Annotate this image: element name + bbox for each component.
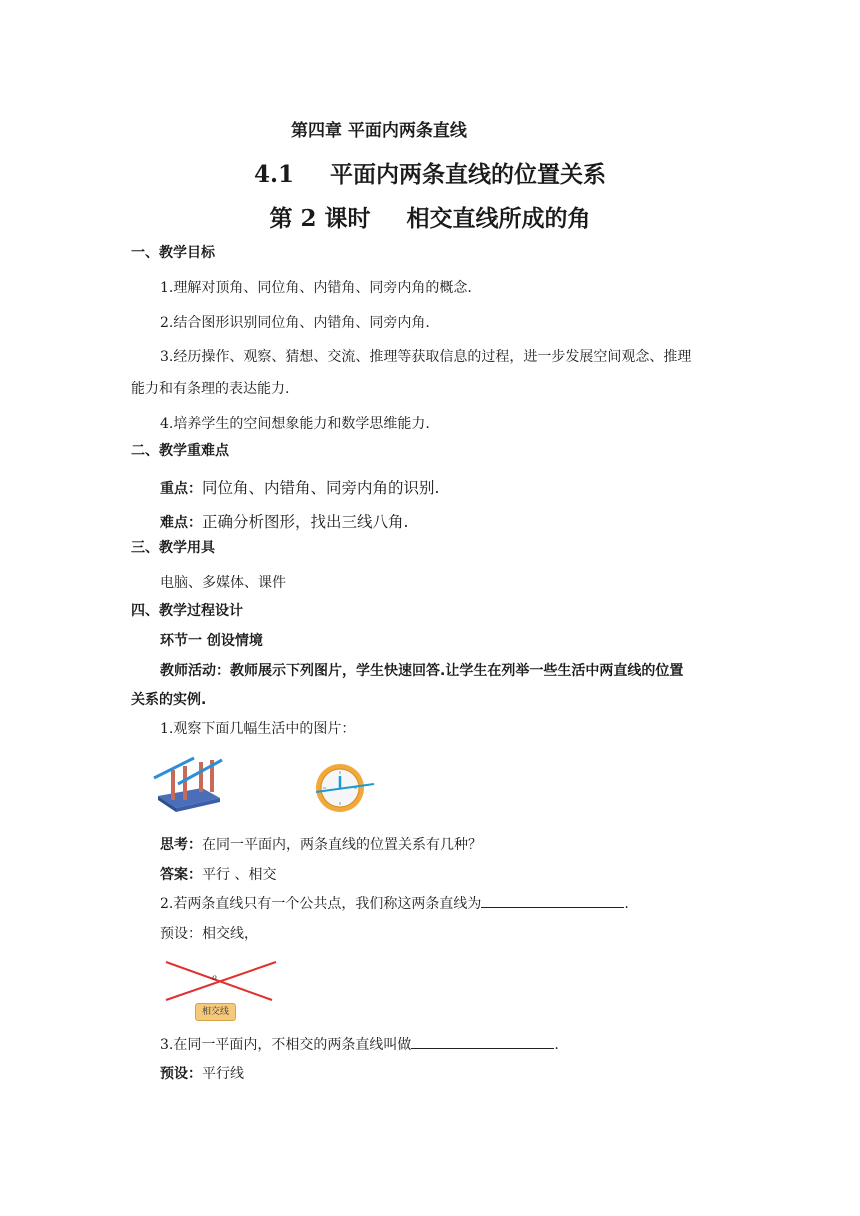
objective-3: 3.经历操作、观察、猜想、交流、推理等获取信息的过程，进一步发展空间观念、推理 [160, 349, 692, 365]
heading-objectives: 一、教学目标 [131, 245, 215, 261]
clock-image [310, 762, 376, 814]
answer-blank-2[interactable] [481, 897, 624, 908]
intersecting-lines-tag: 相交线 [195, 1003, 236, 1021]
question-1: 1.观察下面几幅生活中的图片： [160, 721, 356, 737]
question-2: 2.若两条直线只有一个公共点，我们称这两条直线为 . [160, 896, 629, 912]
chapter-title: 第四章 平面内两条直线 [291, 121, 467, 141]
preset-2: 预设：相交线， [160, 926, 258, 942]
heading-key-points: 二、教学重难点 [131, 443, 229, 459]
tools-text: 电脑、多媒体、课件 [160, 575, 286, 591]
heading-process: 四、教学过程设计 [131, 603, 243, 619]
objective-2: 2.结合图形识别同位角、内错角、同旁内角. [160, 315, 430, 331]
difficulty: 难点：正确分析图形，找出三线八角. [160, 513, 409, 531]
teacher-activity-cont: 关系的实例. [131, 692, 207, 708]
lesson-title: 第 2 课时 相交直线所成的角 [269, 205, 591, 232]
parallel-bars-image [150, 752, 226, 814]
objective-3-cont: 能力和有条理的表达能力. [131, 381, 290, 397]
section-title: 4.1 平面内两条直线的位置关系 [253, 161, 606, 188]
step-title: 环节一 创设情境 [160, 633, 263, 649]
teacher-activity: 教师活动：教师展示下列图片，学生快速回答.让学生在列举一些生活中两直线的位置 [160, 663, 684, 679]
think-question: 思考：在同一平面内，两条直线的位置关系有几种？ [160, 837, 482, 853]
heading-tools: 三、教学用具 [131, 540, 215, 556]
objective-1: 1.理解对顶角、同位角、内错角、同旁内角的概念. [160, 280, 472, 296]
preset-3: 预设：平行线 [160, 1066, 244, 1082]
objective-4: 4.培养学生的空间想象能力和数学思维能力. [160, 416, 430, 432]
answer-blank-3[interactable] [411, 1038, 554, 1049]
key-point: 重点：同位角、内错角、同旁内角的识别. [160, 479, 440, 497]
answer: 答案：平行 、相交 [160, 867, 277, 883]
intersection-point-label: o [212, 973, 217, 982]
question-3: 3.在同一平面内，不相交的两条直线叫做 . [160, 1037, 559, 1053]
intersecting-lines-figure [160, 958, 280, 1004]
